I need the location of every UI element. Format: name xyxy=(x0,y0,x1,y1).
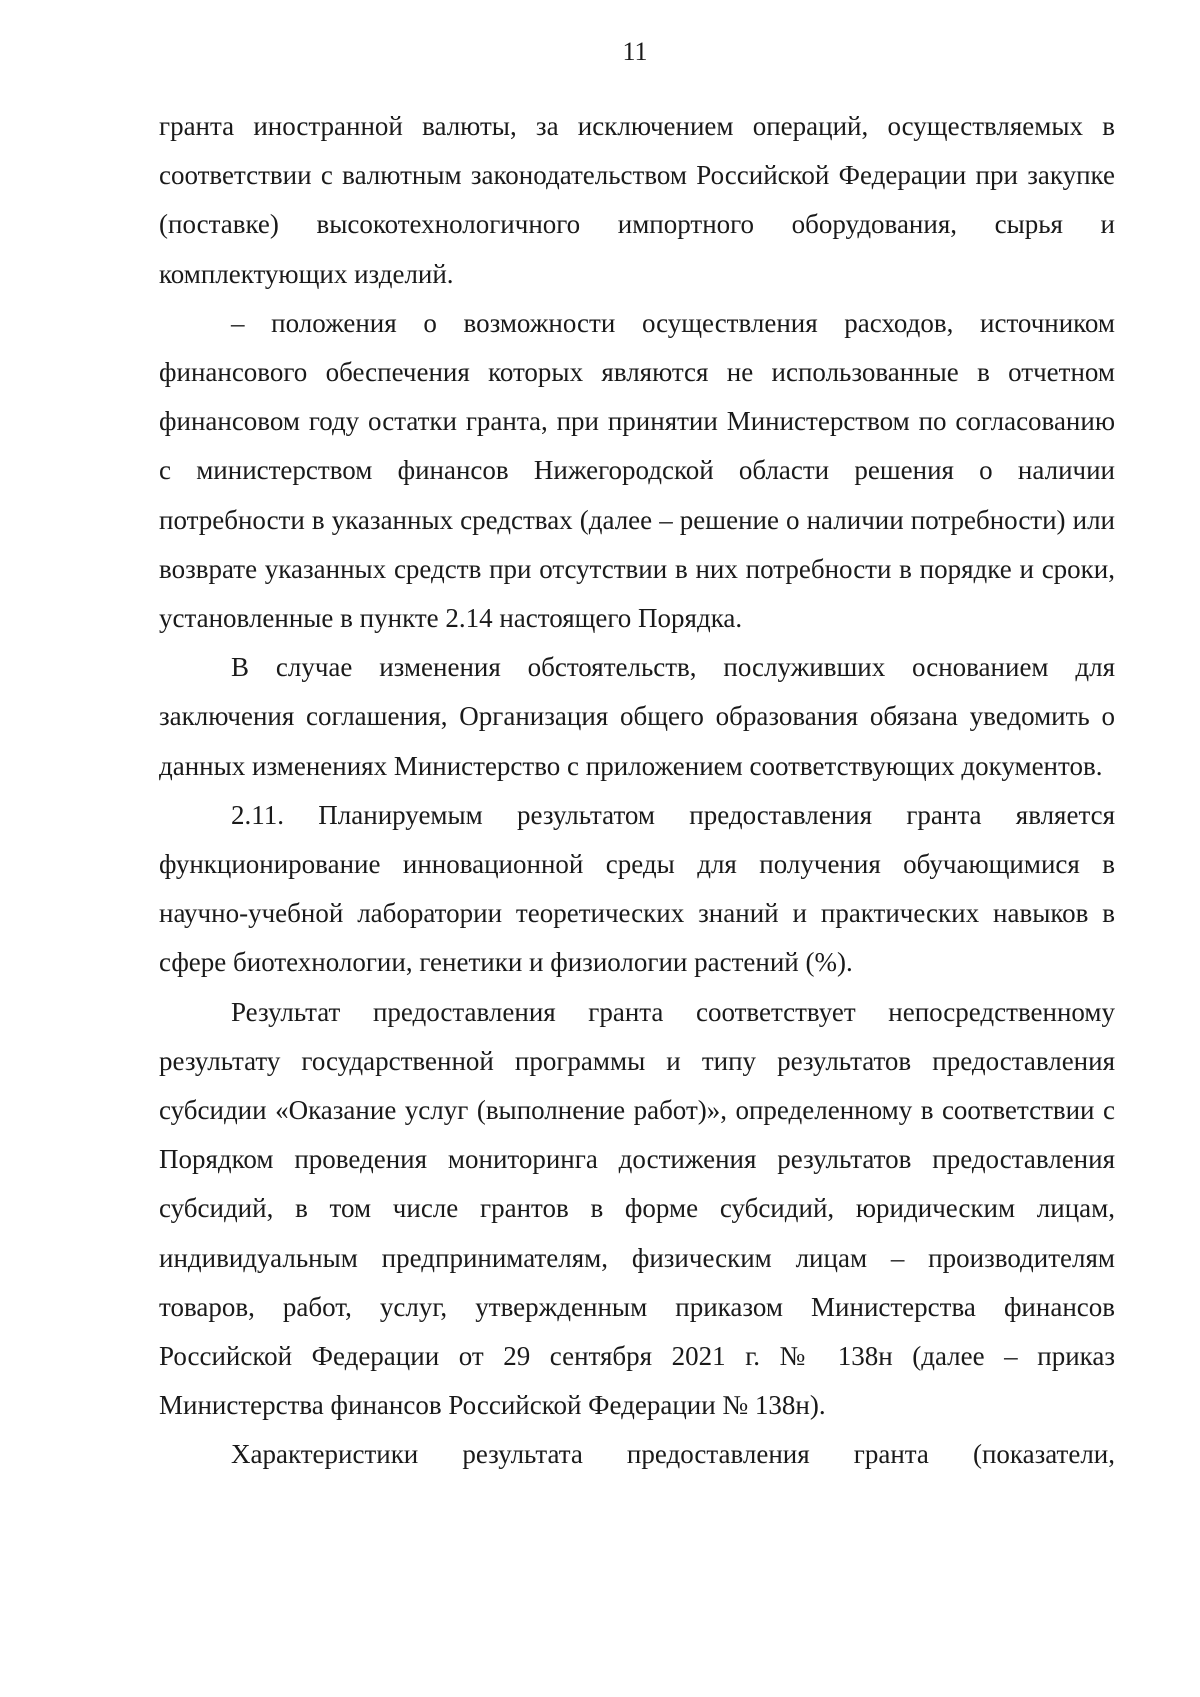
paragraph-currency-continuation: гранта иностранной валюты, за исключением операций, осуществляемых в соответствии с валютным законодательством Российской Федерации при закупке (поставке) высокотехнологичного импортного оборудования, сырья и комплектующих изделий. xyxy=(159,111,1115,289)
paragraph-unused-balance-provision: – положения о возможности осуществления расходов, источником финансового обеспечения которых являются не использованные в отчетном финансовом году остатки гранта, при принятии Министерством по согласованию с министерством финансов Нижегородской области решения о наличии потребности в указанных средствах (далее – решение о наличии потребности) или возврате указанных средств при отсутствии в них потребности в порядке и сроки, установленные в пункте 2.14 настоящего Порядка. xyxy=(159,307,1115,634)
paragraph-result-characteristics: Характеристики результата предоставления гранта (показатели, xyxy=(231,1439,1115,1470)
document-body xyxy=(159,102,1115,1480)
page-number: 11 xyxy=(622,37,648,66)
paragraph-change-notification: В случае изменения обстоятельств, послуживших основанием для заключения соглашения, Организация общего образования обязана уведомить о данных изменениях Министерство с приложением соответствующих документов. xyxy=(159,652,1115,781)
paragraph-result-correspondence: Результат предоставления гранта соответствует непосредственному результату государственной программы и типу результатов предоставления субсидии «Оказание услуг (выполнение работ)», определенному в соответствии с Порядком проведения мониторинга достижения результатов предоставления субсидий, в том числе грантов в форме субсидий, юридическим лицам, индивидуальным предпринимателям, физическим лицам – производителям товаров, работ, услуг, утвержденным приказом Министерства финансов Российской Федерации от 29 сентября 2021 г. № 138н (далее – приказ Министерства финансов Российской Федерации № 138н). xyxy=(159,996,1115,1421)
paragraph-planned-result: 2.11. Планируемым результатом предоставления гранта является функционирование инновационной среды для получения обучающимися в научно-учебной лаборатории теоретических знаний и практических навыков в сфере биотехнологии, генетики и физиологии растений (%). xyxy=(159,799,1115,978)
